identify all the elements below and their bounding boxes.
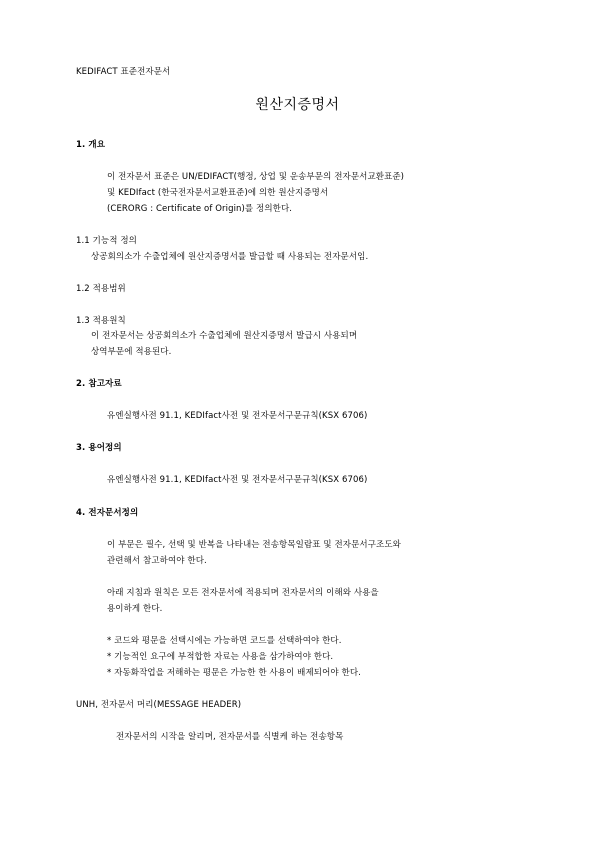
section-3-heading: 3. 용어정의 — [76, 443, 122, 453]
section-3-text: 유엔실행사전 91.1, KEDIfact사전 및 전자문서구문규칙(KSX 6706) — [107, 475, 368, 485]
section-4-para-2-line-1: 아래 지침과 원칙은 모든 전자문서에 적용되며 전자문서의 이해와 사용을 — [107, 588, 379, 598]
section-4-para-2-line-2: 용이하게 한다. — [107, 604, 163, 614]
section-1-2-heading: 1.2 적용범위 — [76, 284, 126, 294]
document-type-label: KEDIFACT 표준전자문서 — [76, 67, 171, 77]
section-1-line-3: (CERORG : Certificate of Origin)를 정의한다. — [107, 204, 293, 214]
page-title: 원산지증명서 — [255, 97, 340, 113]
section-1-3-heading: 1.3 적용원칙 — [76, 316, 126, 326]
section-4-heading: 4. 전자문서정의 — [76, 508, 139, 518]
section-4-para-1-line-2: 관련해서 참고하여야 한다. — [107, 556, 207, 566]
unh-text: 전자문서의 시작을 알리며, 전자문서를 식별케 하는 전송항목 — [116, 732, 344, 742]
section-4-bullet-3: * 자동화작업을 저해하는 평문은 가능한 한 사용이 배제되어야 한다. — [107, 668, 361, 678]
section-1-3-line-1: 이 전자문서는 상공회의소가 수출업체에 원산지증명서 발급시 사용되며 — [91, 331, 358, 341]
section-1-1-heading: 1.1 기능적 정의 — [76, 236, 137, 246]
section-4-bullet-2: * 기능적인 요구에 부적합한 자료는 사용을 삼가하여야 한다. — [107, 652, 334, 662]
unh-heading: UNH, 전자문서 머리(MESSAGE HEADER) — [76, 700, 242, 710]
section-1-line-2: 및 KEDIfact (한국전자문서교환표준)에 의한 원산지증명서 — [107, 188, 329, 198]
section-4-bullet-1: * 코드와 평문을 선택시에는 가능하면 코드를 선택하여야 한다. — [107, 636, 342, 646]
section-1-heading: 1. 개요 — [76, 140, 106, 150]
section-1-line-1: 이 전자문서 표준은 UN/EDIFACT(행정, 상업 및 운송부문의 전자문서교환표준) — [107, 172, 405, 182]
section-2-text: 유엔실행사전 91.1, KEDIfact사전 및 전자문서구문규칙(KSX 6706) — [107, 411, 368, 421]
section-2-heading: 2. 참고자료 — [76, 379, 122, 389]
section-1-1-text: 상공회의소가 수출업체에 원산지증명서를 발급할 때 사용되는 전자문서임. — [91, 252, 369, 262]
section-1-3-line-2: 상역부문에 적용된다. — [91, 347, 172, 357]
section-4-para-1-line-1: 이 부문은 필수, 선택 및 반복을 나타내는 전송항목일람표 및 전자문서구조도와 — [107, 540, 401, 550]
